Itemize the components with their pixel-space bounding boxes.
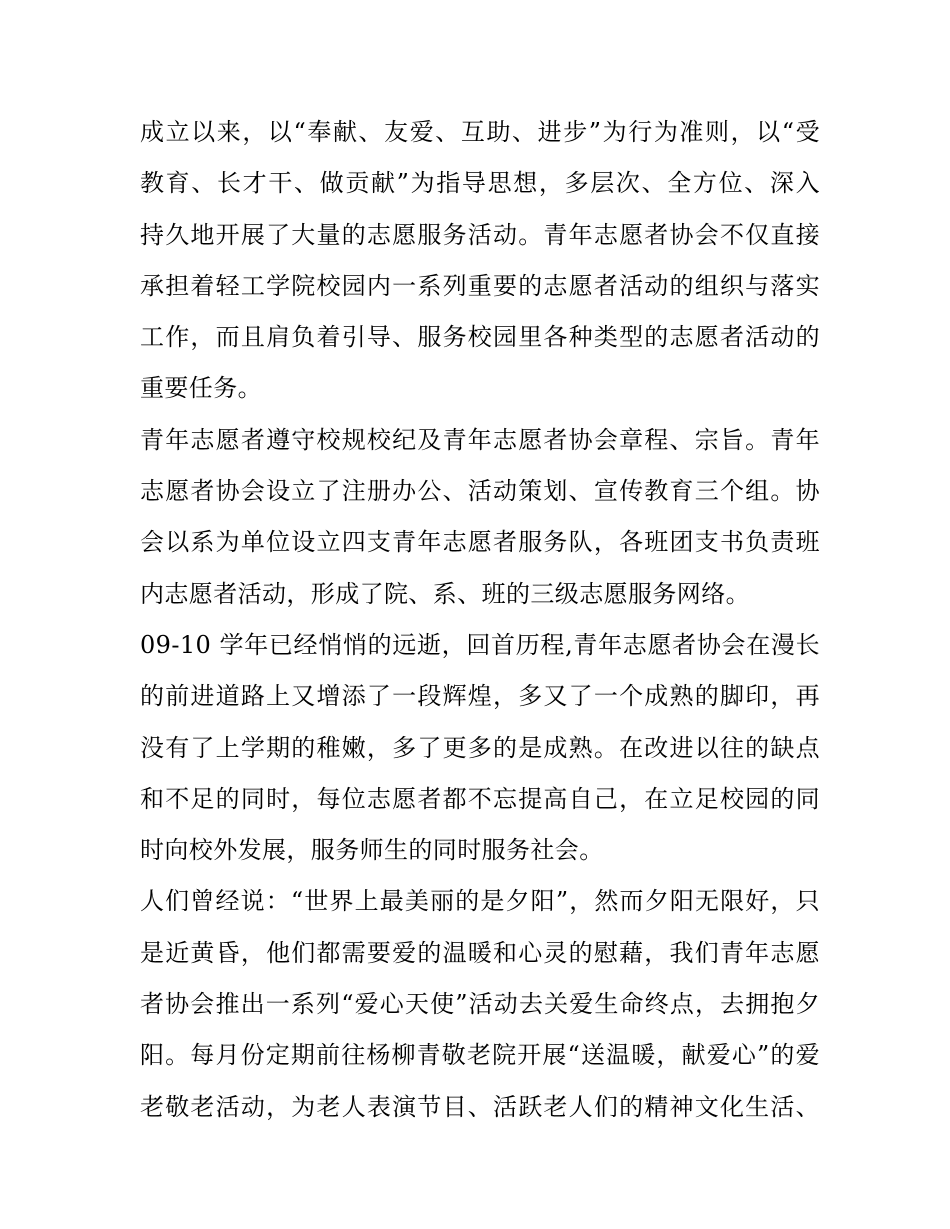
text-line: 重要任务。 <box>140 374 262 403</box>
text-line: 人们曾经说：“世界上最美丽的是夕阳”，然而夕阳无限好，只 <box>140 887 820 916</box>
text-line: 持久地开展了大量的志愿服务活动。青年志愿者协会不仅直接 <box>140 220 820 249</box>
text-line: 09-10 学年已经悄悄的远逝，回首历程,青年志愿者协会在漫长 <box>140 630 820 659</box>
text-line: 工作，而且肩负着引导、服务校园里各种类型的志愿者活动的 <box>140 323 820 352</box>
text-line: 教育、长才干、做贡献”为指导思想，多层次、全方位、深入 <box>140 169 820 198</box>
text-line: 者协会推出一系列“爱心天使”活动去关爱生命终点，去拥抱夕 <box>140 990 820 1019</box>
text-line: 没有了上学期的稚嫩，多了更多的是成熟。在改进以往的缺点 <box>140 733 820 762</box>
body-text <box>140 107 820 1133</box>
text-line: 是近黄昏，他们都需要爱的温暖和心灵的慰藉，我们青年志愿 <box>140 938 820 967</box>
text-line: 成立以来，以“奉献、友爱、互助、进步”为行为准则，以“受 <box>140 118 820 146</box>
text-line: 会以系为单位设立四支青年志愿者服务队，各班团支书负责班 <box>140 528 820 557</box>
text-line: 阳。每月份定期前往杨柳青敬老院开展“送温暖，献爱心”的爱 <box>140 1041 820 1070</box>
text-line: 内志愿者活动，形成了院、系、班的三级志愿服务网络。 <box>140 579 750 608</box>
text-line: 志愿者协会设立了注册办公、活动策划、宣传教育三个组。协 <box>140 477 820 506</box>
text-line: 时向校外发展，服务师生的同时服务社会。 <box>140 836 604 865</box>
text-line: 和不足的同时，每位志愿者都不忘提高自己，在立足校园的同 <box>140 784 820 813</box>
text-line: 青年志愿者遵守校规校纪及青年志愿者协会章程、宗旨。青年 <box>140 425 820 454</box>
text-line: 老敬老活动，为老人表演节目、活跃老人们的精神文化生活、 <box>140 1092 820 1121</box>
text-line: 承担着轻工学院校园内一系列重要的志愿者活动的组织与落实 <box>140 271 820 300</box>
text-line: 的前进道路上又增添了一段辉煌，多又了一个成熟的脚印，再 <box>140 682 820 711</box>
